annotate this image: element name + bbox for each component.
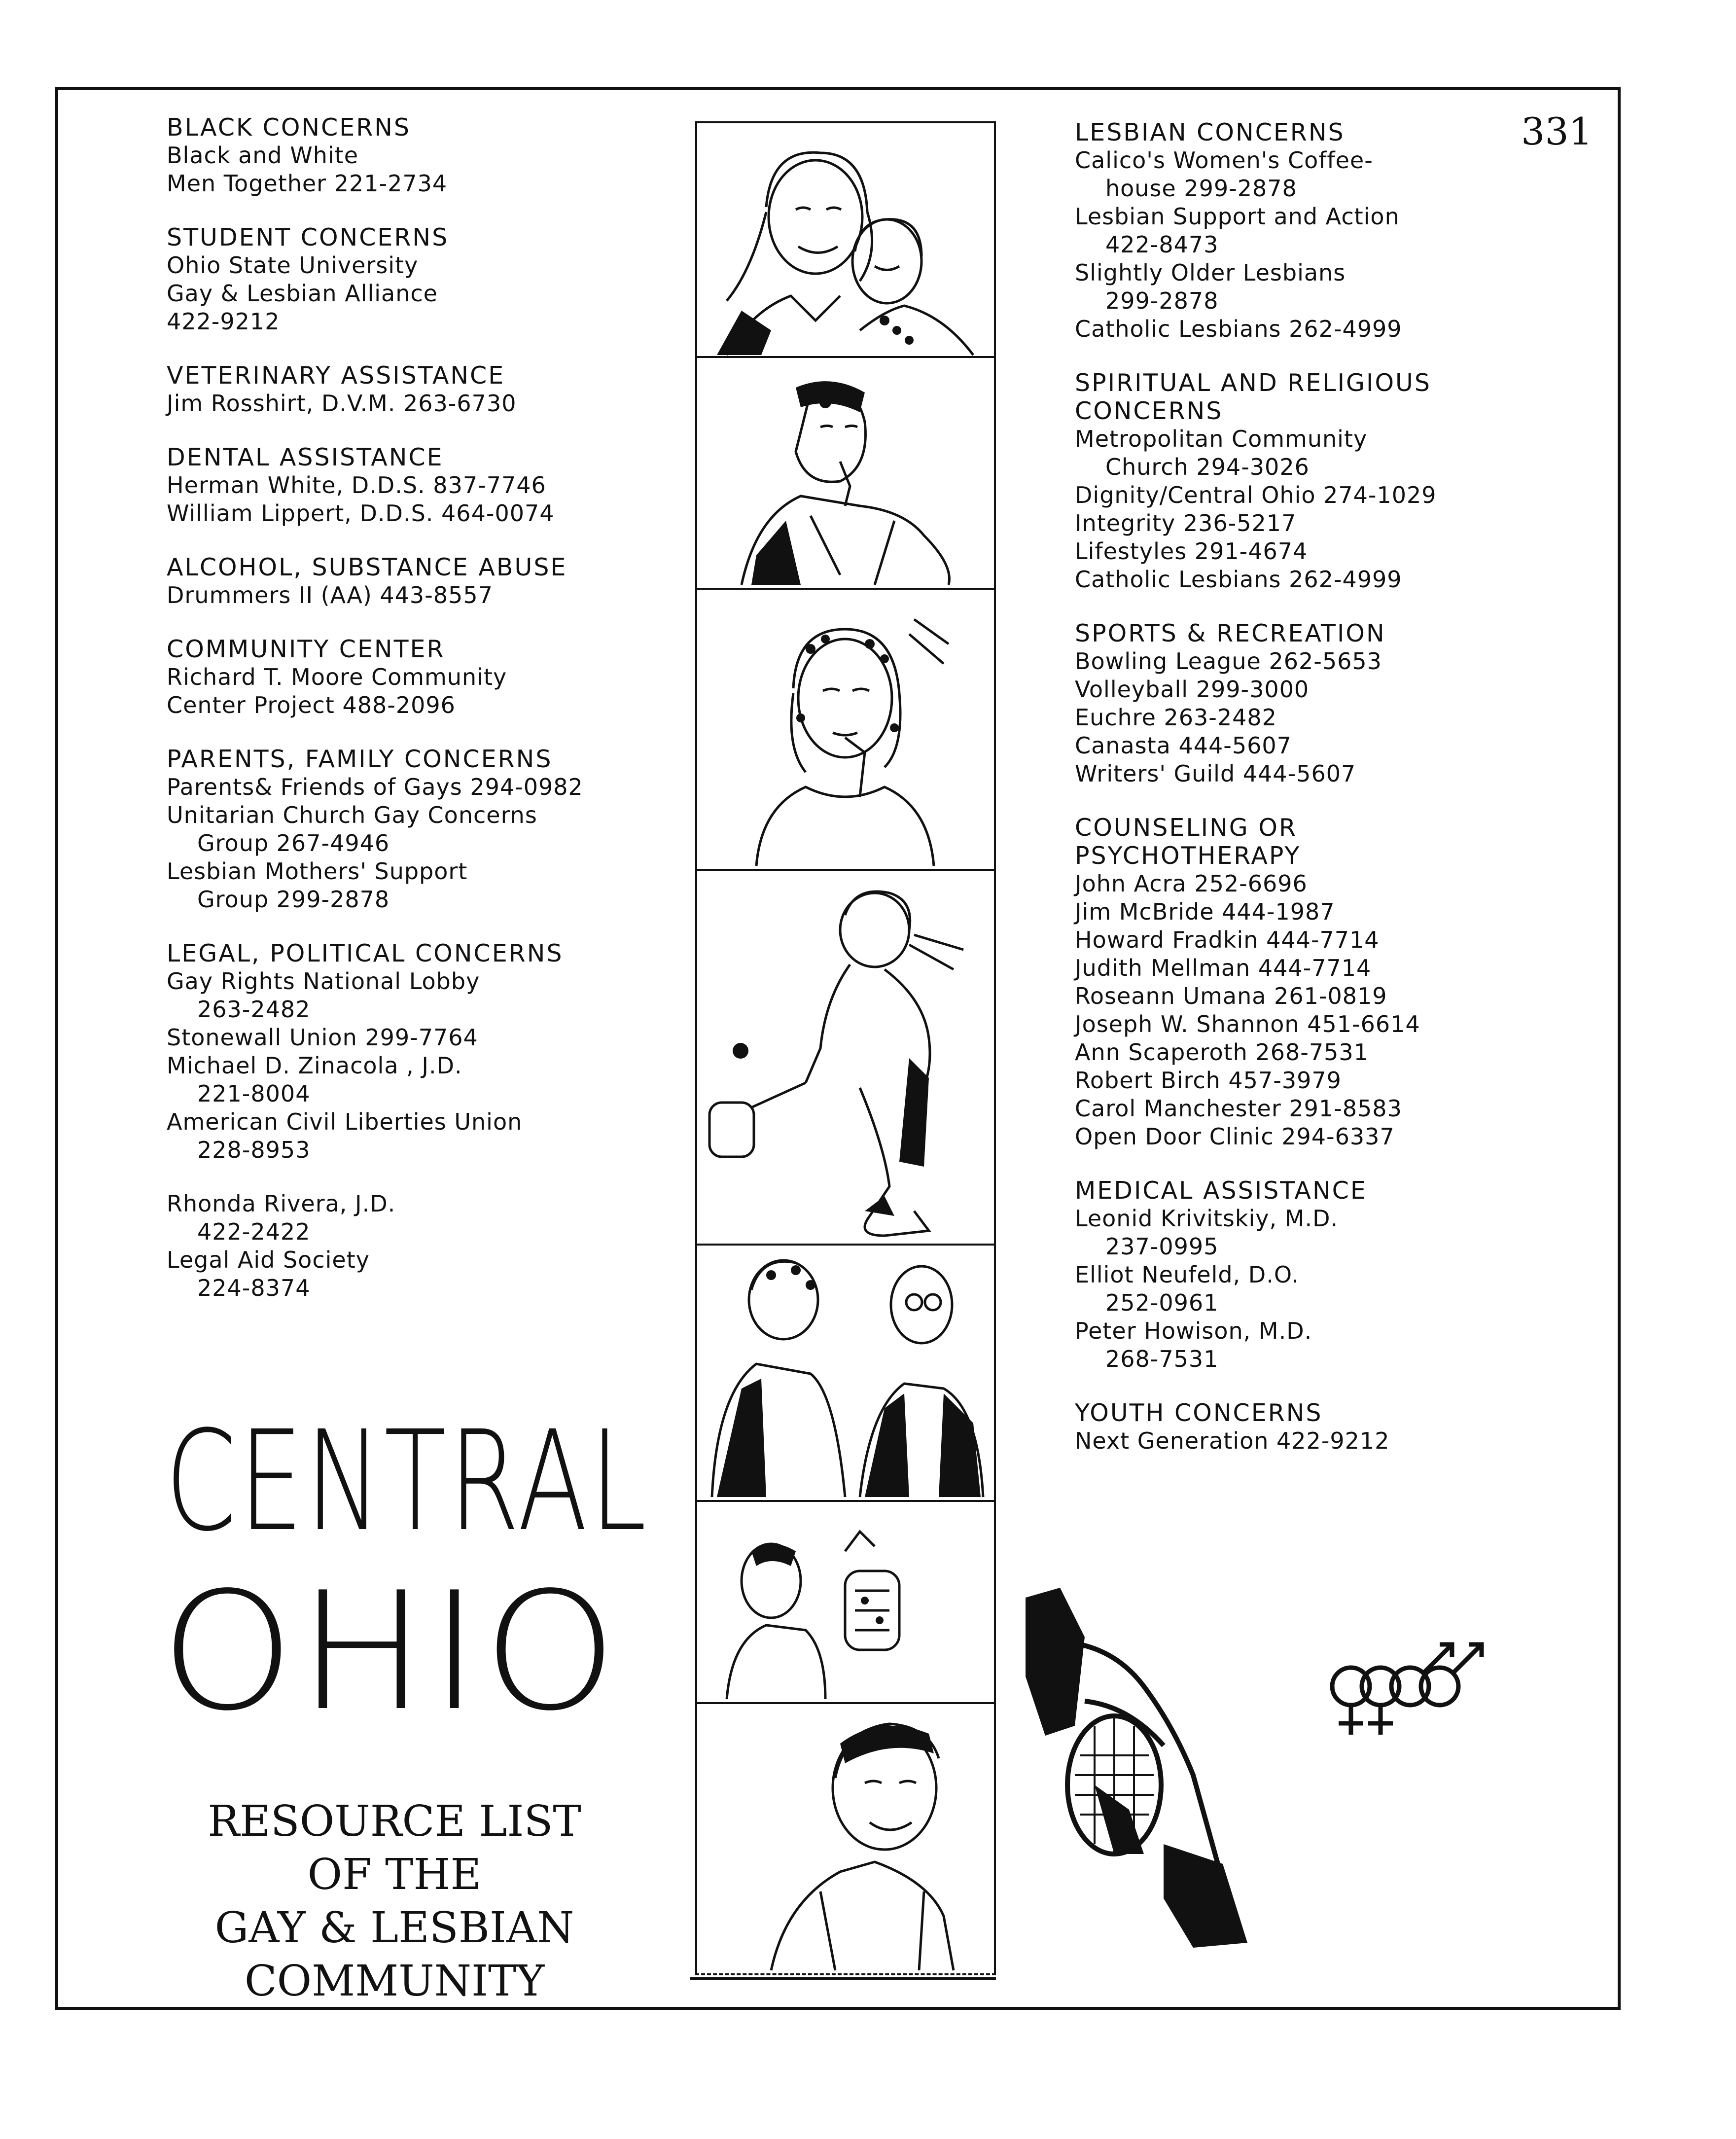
resource-entry — [1075, 870, 1528, 898]
entry-text: Joseph W. Shannon 451-6614 — [1075, 1011, 1420, 1037]
entry-continuation: 263-2482 — [197, 996, 311, 1023]
section-heading: VETERINARY ASSISTANCE — [167, 361, 505, 390]
entry-text: Euchre 263-2482 — [1075, 704, 1277, 731]
entry-text: Bowling League 262-5653 — [1075, 648, 1382, 675]
resource-entry — [1075, 425, 1528, 481]
resource-entry — [167, 581, 660, 609]
entry-text: Legal Aid Society — [167, 1247, 370, 1273]
resource-entry — [1075, 259, 1528, 315]
entry-text: Robert Birch 457-3979 — [1075, 1067, 1342, 1094]
dentist-icon — [695, 1500, 996, 1704]
resource-section — [1075, 369, 1528, 594]
entry-text: Open Door Clinic 294-6337 — [1075, 1123, 1395, 1150]
entry-text: Slightly Older Lesbians — [1075, 259, 1346, 286]
resource-entry — [1075, 537, 1528, 566]
section-heading: DENTAL ASSISTANCE — [167, 443, 444, 471]
entry-text: Canasta 444-5607 — [1075, 732, 1292, 759]
entry-continuation: 299-2878 — [1105, 287, 1219, 314]
resource-section — [167, 635, 660, 719]
section-heading: STUDENT CONCERNS — [167, 223, 449, 251]
illustration-strip — [695, 121, 996, 1975]
resource-entry — [1075, 1205, 1528, 1261]
resource-entry — [1075, 676, 1528, 704]
resource-entry — [1075, 1427, 1528, 1455]
resource-entry — [167, 1052, 660, 1108]
entry-text: Michael D. Zinacola , J.D. — [167, 1052, 462, 1079]
resource-entry — [1075, 146, 1528, 203]
resource-entry — [1075, 1067, 1528, 1095]
woman-on-phone-icon — [695, 588, 996, 871]
page-number: 331 — [1521, 109, 1593, 153]
entry-continuation: 422-8473 — [1105, 231, 1219, 258]
resource-section — [1075, 619, 1528, 788]
section-heading: LESBIAN CONCERNS — [1075, 118, 1345, 146]
gender-symbols-icon — [1326, 1632, 1494, 1746]
resource-entry — [1075, 982, 1528, 1010]
section-heading: SPIRITUAL AND RELIGIOUS CONCERNS — [1075, 369, 1431, 425]
entry-text: American Civil Liberties Union — [167, 1108, 523, 1135]
entry-continuation: 228-8953 — [197, 1137, 311, 1163]
title-ohio: OHIO — [160, 1557, 621, 1747]
entry-text: Jim McBride 444-1987 — [1075, 898, 1335, 925]
resource-section — [1075, 118, 1528, 343]
two-men-talking-icon — [695, 1244, 996, 1502]
resource-entry — [167, 1108, 660, 1164]
resource-entry — [167, 308, 660, 336]
entry-text: Drummers II (AA) 443-8557 — [167, 582, 493, 608]
entry-text: Rhonda Rivera, J.D. — [167, 1190, 396, 1217]
resource-section — [167, 443, 660, 528]
entry-text: Ann Scaperoth 268-7531 — [1075, 1039, 1369, 1066]
entry-text: Catholic Lesbians 262-4999 — [1075, 566, 1402, 593]
resource-entry — [1075, 1095, 1528, 1123]
resource-section — [167, 113, 660, 198]
entry-continuation: house 299-2878 — [1105, 175, 1297, 202]
resource-entry — [1075, 203, 1528, 259]
entry-continuation: Group 299-2878 — [197, 886, 390, 913]
entry-text: Next Generation 422-9212 — [1075, 1427, 1390, 1454]
resource-entry — [167, 857, 660, 914]
entry-continuation: Church 294-3026 — [1105, 454, 1310, 480]
resource-section — [167, 223, 660, 336]
resource-entry — [1075, 1038, 1528, 1067]
resource-section — [1075, 1399, 1528, 1455]
entry-text: Dignity/Central Ohio 274-1029 — [1075, 482, 1437, 508]
resource-entry — [1075, 509, 1528, 537]
entry-continuation: 422-2422 — [197, 1218, 311, 1245]
resource-entry — [1075, 1317, 1528, 1373]
entry-text: Catholic Lesbians 262-4999 — [1075, 316, 1402, 342]
resource-entry — [167, 142, 660, 170]
entry-text: Volleyball 299-3000 — [1075, 676, 1310, 703]
entry-continuation: 268-7531 — [1105, 1346, 1219, 1372]
resource-entry — [1075, 926, 1528, 954]
entry-text: Richard T. Moore Community — [167, 664, 507, 690]
resource-entry — [1075, 760, 1528, 788]
entry-text: Jim Rosshirt, D.V.M. 263-6730 — [167, 390, 517, 417]
entry-text: Center Project 488-2096 — [167, 692, 456, 718]
section-heading: LEGAL, POLITICAL CONCERNS — [167, 939, 564, 967]
section-heading: YOUTH CONCERNS — [1075, 1399, 1323, 1427]
resource-section — [167, 745, 660, 914]
left-column — [167, 113, 660, 1328]
entry-text: Gay Rights National Lobby — [167, 968, 480, 995]
entry-text: Writers' Guild 444-5607 — [1075, 760, 1356, 787]
resource-entry — [167, 170, 660, 198]
entry-text: Calico's Women's Coffee- — [1075, 147, 1373, 174]
resource-entry — [167, 663, 660, 691]
entry-text: Elliot Neufeld, D.O. — [1075, 1261, 1299, 1288]
resource-entry — [167, 1246, 660, 1302]
resource-section — [1075, 814, 1528, 1151]
entry-text: Lifestyles 291-4674 — [1075, 538, 1308, 565]
right-column — [1075, 118, 1528, 1481]
smiling-man-icon — [695, 1702, 996, 1975]
entry-text: Roseann Umana 261-0819 — [1075, 983, 1387, 1009]
resource-section — [167, 361, 660, 418]
resource-entry — [167, 1190, 660, 1246]
entry-text: Black and White — [167, 142, 358, 169]
entry-text: Ohio State University — [167, 252, 419, 279]
section-heading: COUNSELING OR PSYCHOTHERAPY — [1075, 814, 1301, 870]
resource-entry — [1075, 898, 1528, 926]
entry-text: Lesbian Mothers' Support — [167, 858, 468, 885]
entry-text: Howard Fradkin 444-7714 — [1075, 927, 1380, 953]
entry-text: Judith Mellman 444-7714 — [1075, 955, 1372, 981]
resource-entry — [167, 691, 660, 719]
entry-text: Carol Manchester 291-8583 — [1075, 1095, 1402, 1122]
resource-section — [167, 553, 660, 609]
resource-entry — [1075, 315, 1528, 343]
entry-continuation: Group 267-4946 — [197, 830, 390, 856]
resource-entry — [167, 280, 660, 308]
section-heading: BLACK CONCERNS — [167, 113, 411, 142]
entry-continuation: 237-0995 — [1105, 1233, 1219, 1260]
section-heading: ALCOHOL, SUBSTANCE ABUSE — [167, 553, 567, 581]
entry-text: Lesbian Support and Action — [1075, 203, 1400, 230]
two-women-icon — [695, 121, 996, 358]
resource-entry — [167, 499, 660, 528]
resource-entry — [1075, 1261, 1528, 1317]
entry-text: Integrity 236-5217 — [1075, 510, 1297, 536]
resource-entry — [167, 1024, 660, 1052]
resource-entry — [1075, 481, 1528, 509]
resource-entry — [1075, 566, 1528, 594]
resource-entry — [167, 967, 660, 1024]
entry-text: John Acra 252-6696 — [1075, 870, 1308, 897]
entry-text: Herman White, D.D.S. 837-7746 — [167, 472, 546, 499]
subtitle-line: OF THE — [307, 1850, 482, 1899]
entry-continuation: 252-0961 — [1105, 1289, 1219, 1316]
resource-entry — [167, 390, 660, 418]
entry-text: 422-9212 — [167, 308, 280, 335]
resource-section — [1075, 1176, 1528, 1373]
thinking-man-icon — [695, 356, 996, 590]
entry-continuation: 224-8374 — [197, 1275, 311, 1301]
subtitle-line: COMMUNITY — [244, 1957, 545, 2006]
subtitle — [163, 1795, 626, 2008]
entry-continuation: 221-8004 — [197, 1080, 311, 1107]
entry-text: Stonewall Union 299-7764 — [167, 1024, 478, 1051]
section-heading: COMMUNITY CENTER — [167, 635, 445, 663]
section-heading: MEDICAL ASSISTANCE — [1075, 1176, 1367, 1205]
resource-entry — [167, 801, 660, 857]
subtitle-line: GAY & LESBIAN — [214, 1903, 574, 1953]
entry-text: Peter Howison, M.D. — [1075, 1318, 1312, 1344]
resource-section — [167, 1190, 660, 1302]
resource-entry — [1075, 1010, 1528, 1038]
entry-text: Leonid Krivitskiy, M.D. — [1075, 1205, 1339, 1232]
resource-entry — [167, 251, 660, 280]
entry-text: Gay & Lesbian Alliance — [167, 280, 438, 307]
resource-entry — [1075, 954, 1528, 982]
resource-entry — [1075, 647, 1528, 676]
strip-base-rule — [690, 1977, 996, 1980]
title-central: CENTRAL — [165, 1401, 649, 1562]
subtitle-line: RESOURCE LIST — [208, 1797, 581, 1846]
entry-text: Parents& Friends of Gays 294-0982 — [167, 774, 583, 800]
resource-entry — [1075, 1123, 1528, 1151]
resource-section — [167, 939, 660, 1164]
section-heading: PARENTS, FAMILY CONCERNS — [167, 745, 553, 773]
resource-entry — [167, 471, 660, 499]
racquetball-player-icon — [695, 869, 996, 1246]
entry-text: William Lippert, D.D.S. 464-0074 — [167, 500, 555, 527]
tennis-racket-icon — [1016, 1578, 1282, 1953]
resource-entry — [167, 773, 660, 801]
resource-entry — [1075, 704, 1528, 732]
entry-text: Unitarian Church Gay Concerns — [167, 802, 537, 828]
entry-text: Metropolitan Community — [1075, 426, 1368, 452]
resource-entry — [1075, 732, 1528, 760]
section-heading: SPORTS & RECREATION — [1075, 619, 1386, 647]
entry-text: Men Together 221-2734 — [167, 170, 448, 197]
